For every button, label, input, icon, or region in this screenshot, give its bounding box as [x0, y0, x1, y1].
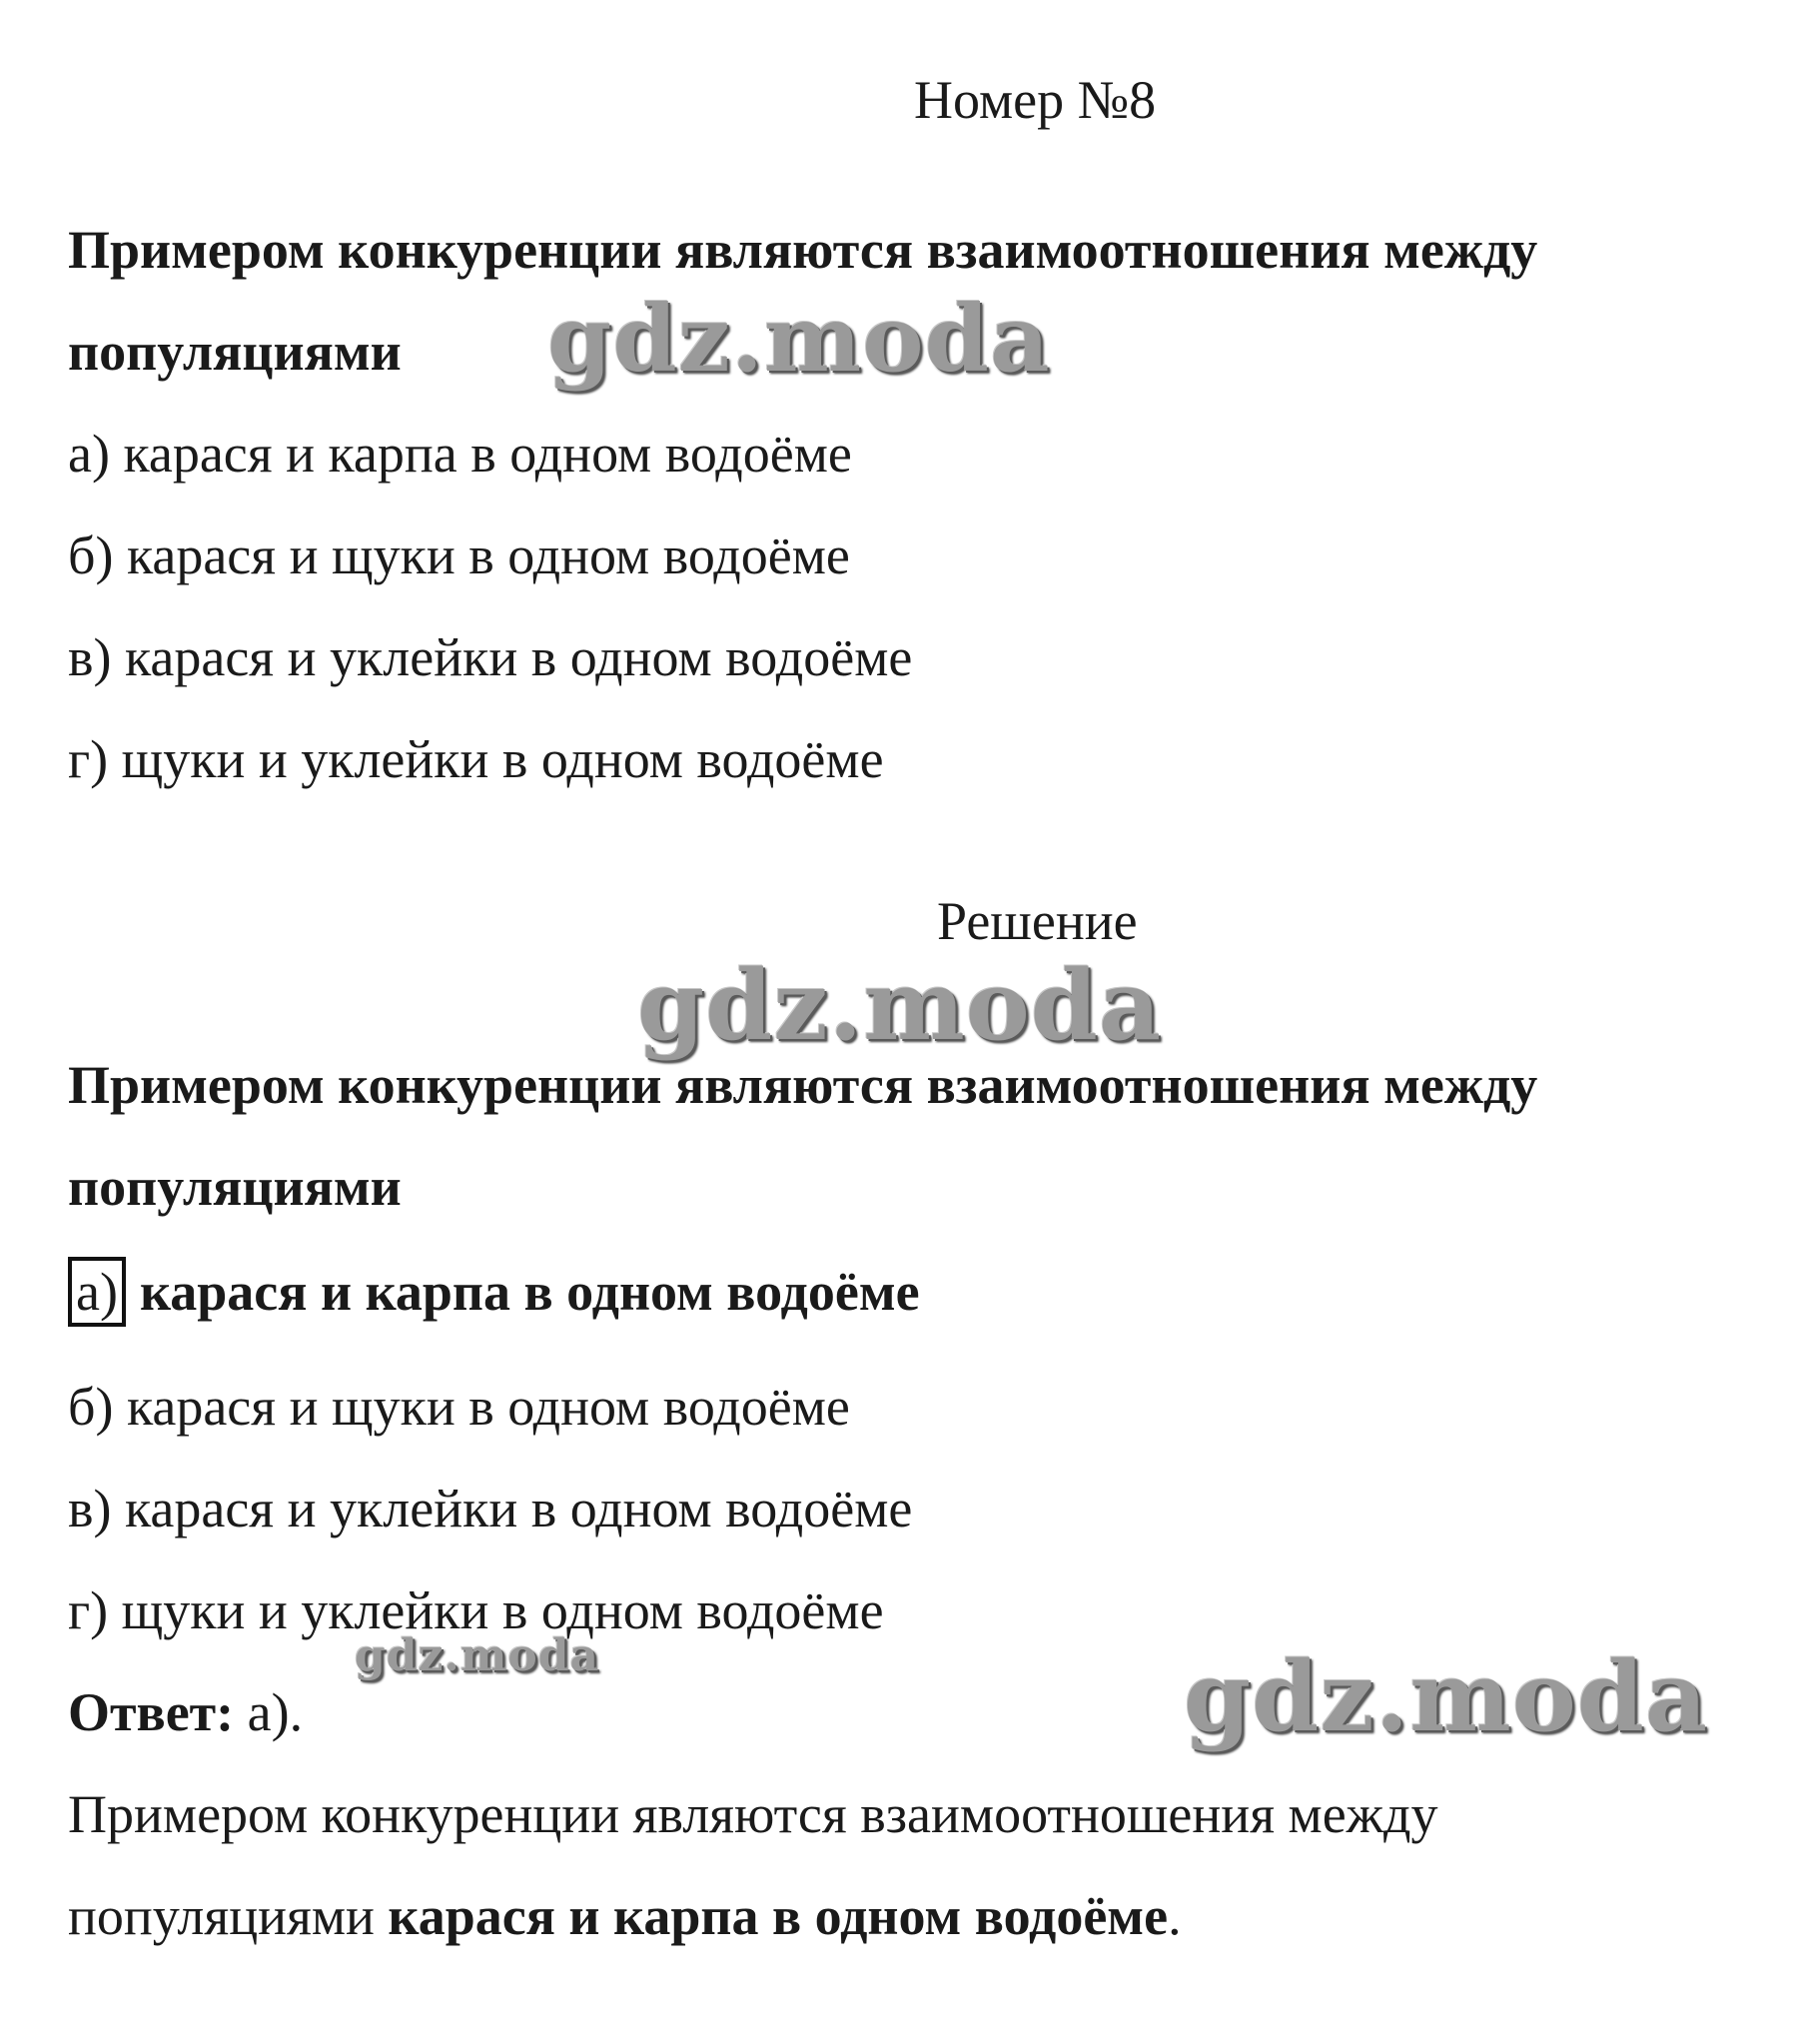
- solution-text-line1: Примером конкуренции являются взаимоотношения между: [68, 1055, 1538, 1115]
- solution-text-line2: популяциями: [68, 1157, 402, 1217]
- question-text-line1: Примером конкуренции являются взаимоотношения между: [68, 220, 1538, 280]
- answer-label: Ответ:: [68, 1682, 235, 1742]
- solution-option-v: в) карася и уклейки в одном водоёме: [68, 1479, 913, 1538]
- watermark-logo-4: gdz.moda: [1184, 1640, 1709, 1753]
- selected-option-text: карася и карпа в одном водоёме: [139, 1262, 920, 1322]
- explanation-suffix: .: [1168, 1886, 1182, 1946]
- solution-option-g: г) щуки и уклейки в одном водоёме: [68, 1580, 884, 1640]
- question-option-v: в) карася и уклейки в одном водоёме: [68, 627, 913, 687]
- question-option-b: б) карася и щуки в одном водоёме: [68, 525, 850, 585]
- question-option-g: г) щуки и уклейки в одном водоёме: [68, 729, 884, 789]
- explanation-bold: карася и карпа в одном водоёме: [388, 1886, 1169, 1946]
- answer-value: а).: [247, 1682, 304, 1742]
- question-text-line2: популяциями: [68, 322, 402, 382]
- answer-line: [68, 1680, 303, 1744]
- answer-explanation-line2: [68, 1884, 1182, 1948]
- solution-option-b: б) карася и щуки в одном водоёме: [68, 1377, 850, 1437]
- watermark-logo-1: gdz.moda: [547, 285, 1051, 393]
- solution-selected-option: [68, 1257, 920, 1327]
- watermark-logo-2: gdz.moda: [637, 949, 1163, 1062]
- question-option-a: а) карася и карпа в одном водоёме: [68, 424, 852, 484]
- page-title: Номер №8: [914, 70, 1157, 130]
- watermark-logo-3: gdz.moda: [355, 1630, 600, 1681]
- explanation-prefix: популяциями: [68, 1886, 375, 1946]
- solution-heading: Решение: [937, 891, 1138, 951]
- answer-explanation-line1: Примером конкуренции являются взаимоотношения между: [68, 1784, 1438, 1844]
- selected-option-marker: а): [68, 1257, 126, 1327]
